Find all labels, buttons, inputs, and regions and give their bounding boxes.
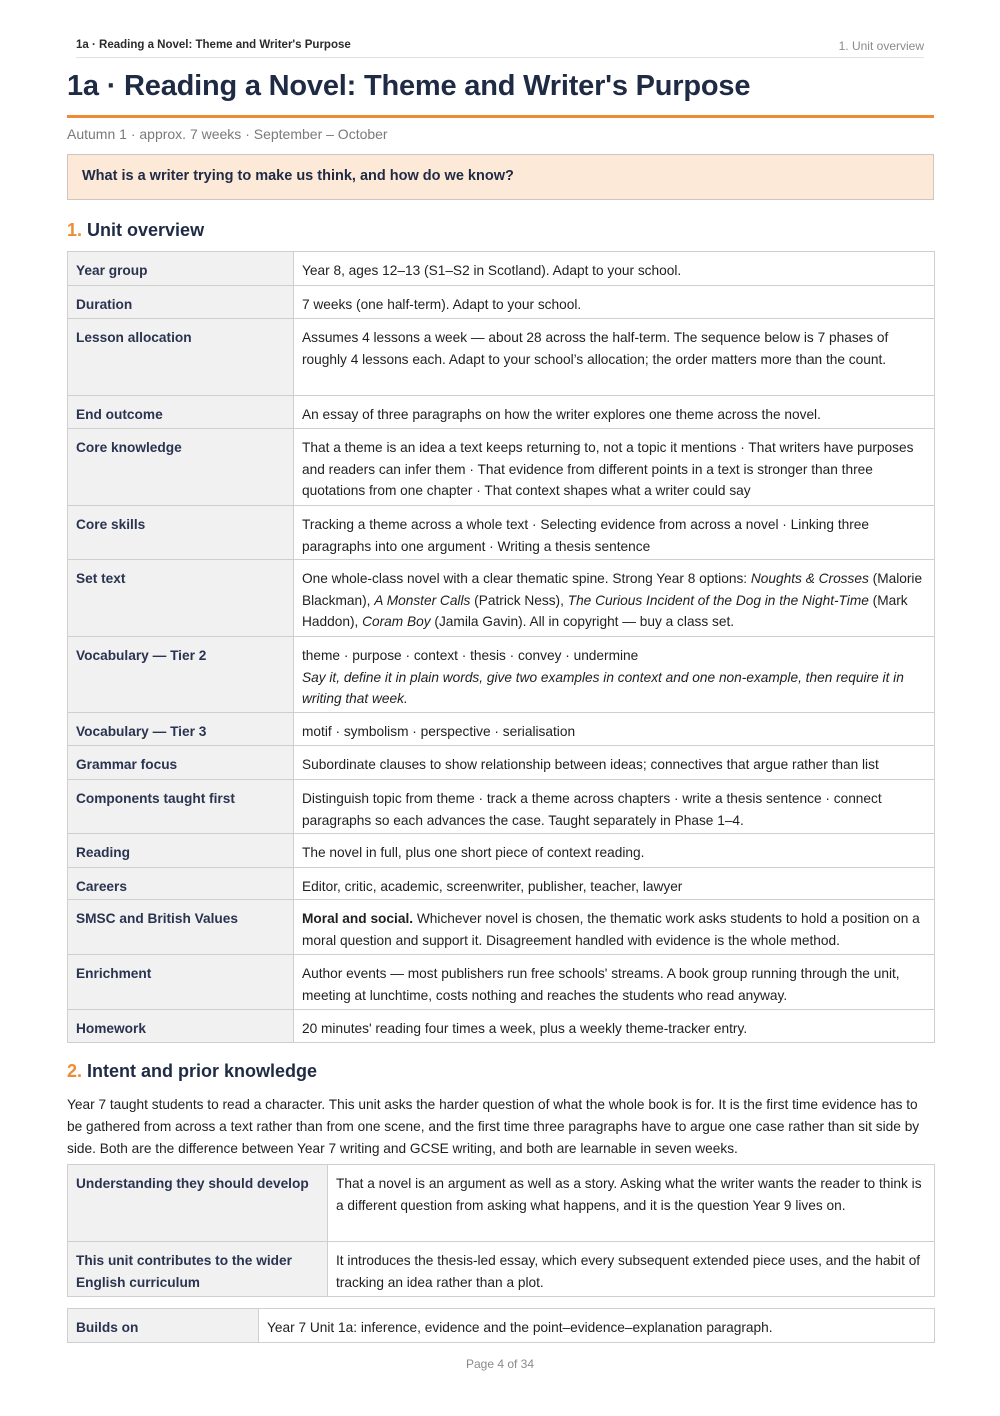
- title-divider: [67, 115, 934, 118]
- table-row: [68, 429, 935, 506]
- row-value: That a novel is an argument as well as a story. Asking what the writer wants the reader to think is a different question from asking what happens, and it is the question Year 9 lives on.: [328, 1165, 935, 1242]
- page-number: Page 4 of 34: [465, 1357, 535, 1371]
- section-heading-intent: [67, 1061, 317, 1082]
- row-label: End outcome: [68, 396, 294, 429]
- intent-table: [67, 1164, 935, 1297]
- table-row: [68, 637, 935, 713]
- key-question: What is a writer trying to make us think, and how do we know?: [82, 168, 514, 184]
- running-header-title: 1a · Reading a Novel: Theme and Writer's Purpose: [76, 39, 351, 51]
- row-value: Author events — most publishers run free schools' streams. A book group running through the unit, meeting at lunchtime, costs nothing and reaches the students who read anyway.: [294, 955, 935, 1010]
- row-label: Vocabulary — Tier 3: [68, 713, 294, 746]
- table-row: [68, 713, 935, 746]
- key-question-box: [67, 154, 934, 200]
- table-row: [68, 1010, 935, 1043]
- table-row: [68, 286, 935, 319]
- row-label: Grammar focus: [68, 746, 294, 780]
- row-label: Lesson allocation: [68, 319, 294, 396]
- row-label: Vocabulary — Tier 2: [68, 637, 294, 713]
- row-label: Duration: [68, 286, 294, 319]
- row-value: Editor, critic, academic, screenwriter, publisher, teacher, lawyer: [294, 868, 935, 900]
- row-label: Builds on: [68, 1309, 259, 1343]
- table-row: [68, 834, 935, 868]
- row-label: Core knowledge: [68, 429, 294, 506]
- section-title: Intent and prior knowledge: [87, 1061, 318, 1081]
- table-row: [68, 955, 935, 1010]
- section-number: 2.: [67, 1061, 83, 1081]
- smsc-text: Whichever novel is chosen, the thematic work asks students to hold a position on a moral question and support it. Disagreement handled with evidence is the whole method.: [302, 911, 920, 948]
- intent-intro-paragraph: Year 7 taught students to read a character. This unit asks the harder question of what the whole book is for. It is the first time evidence has to be gathered from across a text rather than from one scene, and the first time three paragraphs have to argue one case rather than sit side by side. Both are the difference between Year 7 writing and GCSE writing, and both are learnable in seven weeks.: [67, 1097, 920, 1156]
- book-author: (Mark Haddon),: [302, 592, 908, 629]
- row-label: Year group: [68, 252, 294, 286]
- row-value: Tracking a theme across a whole text · Selecting evidence from across a novel · Linking three paragraphs into one argument · Writing a thesis sentence: [294, 506, 935, 560]
- set-text-intro: One whole-class novel with a clear thematic spine. Strong Year 8 options:: [302, 571, 751, 586]
- vocab-note: Say it, define it in plain words, give two examples in context and one non-example, then require it in writing that week.: [302, 669, 904, 706]
- table-row: [68, 506, 935, 560]
- book-author: (Malorie Blackman),: [302, 571, 923, 608]
- table-row: [68, 319, 935, 396]
- table-row: [68, 1309, 935, 1343]
- book-title: Coram Boy: [362, 614, 431, 629]
- row-value: The novel in full, plus one short piece of context reading.: [294, 834, 935, 868]
- table-row: [68, 900, 935, 955]
- running-header: [76, 38, 924, 58]
- row-value: Assumes 4 lessons a week — about 28 across the half-term. The sequence below is 7 phases of roughly 4 lessons each. Adapt to your school’s allocation; the order matters more than the count.: [294, 319, 935, 396]
- row-value: Year 7 Unit 1a: inference, evidence and the point–evidence–explanation paragraph.: [259, 1309, 935, 1343]
- builds-on-table: [67, 1308, 935, 1343]
- row-label: Homework: [68, 1010, 294, 1043]
- page-title: 1a · Reading a Novel: Theme and Writer's Purpose: [67, 70, 751, 102]
- table-row: [68, 252, 935, 286]
- book-title: The Curious Incident of the Dog in the Night-Time: [567, 592, 869, 608]
- row-label: Reading: [68, 834, 294, 868]
- table-row: [68, 1165, 935, 1242]
- row-value: [294, 637, 935, 713]
- page-subtitle: Autumn 1 · approx. 7 weeks · September – October: [67, 126, 388, 142]
- table-row: [68, 868, 935, 900]
- section-heading-unit-overview: [67, 220, 204, 241]
- row-value: That a theme is an idea a text keeps returning to, not a topic it mentions · That writers have purposes and readers can infer them · That evidence from different points in a text is stronger than three quotations from one chapter · That context shapes what a writer could say: [294, 429, 935, 506]
- table-row: [68, 780, 935, 834]
- row-label: SMSC and British Values: [68, 900, 294, 955]
- row-value: It introduces the thesis-led essay, which every subsequent extended piece uses, and the habit of tracking an idea rather than a plot.: [328, 1242, 935, 1297]
- unit-overview-table: [67, 251, 935, 1043]
- row-value: 20 minutes' reading four times a week, plus a weekly theme-tracker entry.: [294, 1010, 935, 1043]
- book-title: Noughts & Crosses: [750, 571, 869, 586]
- table-row: [68, 746, 935, 780]
- row-value: An essay of three paragraphs on how the writer explores one theme across the novel.: [294, 396, 935, 429]
- row-label: Understanding they should develop: [68, 1165, 328, 1242]
- row-label: Careers: [68, 868, 294, 900]
- set-text-note: (Jamila Gavin). All in copyright — buy a class set.: [430, 614, 735, 629]
- row-label: Set text: [68, 560, 294, 637]
- book-author: (Patrick Ness),: [470, 592, 568, 608]
- running-header-section: 1. Unit overview: [838, 39, 924, 53]
- book-title: A Monster Calls: [374, 592, 471, 608]
- row-value: Subordinate clauses to show relationship between ideas; connectives that argue rather than list: [294, 746, 935, 780]
- table-row: [68, 396, 935, 429]
- section-title: Unit overview: [87, 220, 205, 240]
- row-label: This unit contributes to the wider English curriculum: [68, 1242, 328, 1297]
- row-label: Components taught first: [68, 780, 294, 834]
- row-value: motif · symbolism · perspective · serialisation: [294, 713, 935, 746]
- section-number: 1.: [67, 220, 83, 240]
- row-value: Distinguish topic from theme · track a theme across chapters · write a thesis sentence · connect paragraphs so each advances the case. Taught separately in Phase 1–4.: [294, 780, 935, 834]
- row-value: [294, 900, 935, 955]
- table-row: [68, 560, 935, 637]
- row-value: 7 weeks (one half-term). Adapt to your school.: [294, 286, 935, 319]
- row-value: Year 8, ages 12–13 (S1–S2 in Scotland). Adapt to your school.: [294, 252, 935, 286]
- row-label: Enrichment: [68, 955, 294, 1010]
- row-value: [294, 560, 935, 637]
- row-label: Core skills: [68, 506, 294, 560]
- table-row: [68, 1242, 935, 1297]
- vocab-words: theme · purpose · context · thesis · convey · undermine: [302, 648, 639, 663]
- smsc-lead: Moral and social.: [302, 911, 414, 926]
